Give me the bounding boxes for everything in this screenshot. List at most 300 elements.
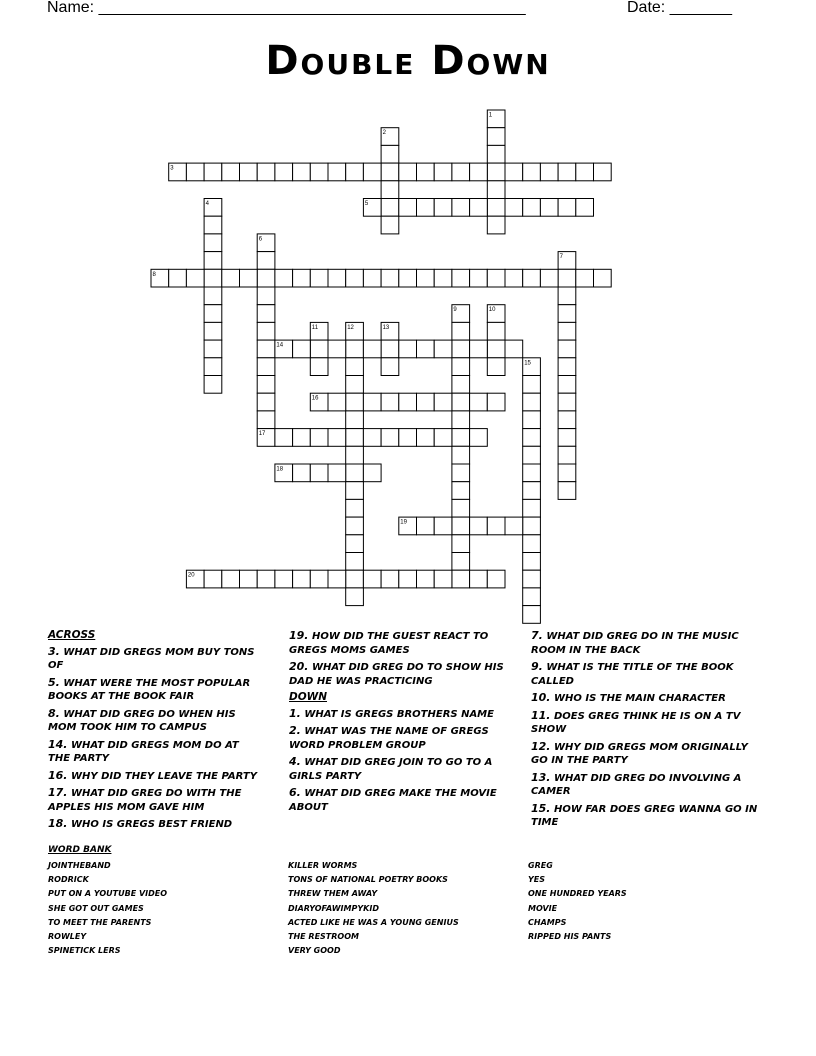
grid-cell[interactable] xyxy=(381,429,399,447)
clue-text: WHY DID THEY LEAVE THE PARTY xyxy=(67,770,257,782)
grid-cell[interactable] xyxy=(363,340,381,358)
grid-cell[interactable] xyxy=(204,322,222,340)
grid-cell[interactable] xyxy=(257,252,275,270)
grid-cell[interactable] xyxy=(417,570,435,588)
cell-number: 5 xyxy=(364,201,369,207)
name-label: Name: ________________________________________________ xyxy=(47,0,526,16)
grid-cell[interactable] xyxy=(328,163,346,181)
clue-number: 9. xyxy=(531,660,543,673)
grid-cell[interactable] xyxy=(346,429,364,447)
grid-cell[interactable] xyxy=(540,269,558,287)
grid-cell[interactable] xyxy=(470,517,488,535)
grid-cell[interactable] xyxy=(310,429,328,447)
grid-cell[interactable] xyxy=(381,570,399,588)
grid-cell[interactable] xyxy=(523,411,541,429)
grid-cell[interactable] xyxy=(452,411,470,429)
clue xyxy=(531,629,761,657)
grid-cell[interactable] xyxy=(434,163,452,181)
grid-cell[interactable] xyxy=(169,269,187,287)
grid-cell[interactable] xyxy=(363,570,381,588)
grid-cell[interactable] xyxy=(558,482,576,500)
word-bank-item: TO MEET THE PARENTS xyxy=(48,917,152,927)
word-bank-item: YES xyxy=(528,875,546,885)
cell-number: 16 xyxy=(311,395,319,402)
grid-cell[interactable] xyxy=(363,429,381,447)
grid-cell[interactable] xyxy=(328,393,346,411)
grid-cell[interactable] xyxy=(523,535,541,553)
grid-cell[interactable] xyxy=(452,199,470,217)
cell-number: 7 xyxy=(559,254,563,261)
grid-cell[interactable] xyxy=(452,446,470,464)
clue xyxy=(289,660,517,688)
grid-cell[interactable] xyxy=(487,322,505,340)
grid-cell[interactable] xyxy=(558,393,576,411)
word-bank-item: ONE HUNDRED YEARS xyxy=(528,889,627,899)
clue-number: 10. xyxy=(531,691,551,704)
grid-cell[interactable] xyxy=(363,163,381,181)
word-bank-item: THREW THEM AWAY xyxy=(288,889,378,899)
grid-cell[interactable] xyxy=(222,163,240,181)
grid-cell[interactable] xyxy=(558,446,576,464)
grid-cell[interactable] xyxy=(204,234,222,252)
grid-cell[interactable] xyxy=(275,269,293,287)
grid-cell[interactable] xyxy=(417,393,435,411)
clue xyxy=(48,769,263,784)
grid-cell[interactable] xyxy=(381,340,399,358)
word-bank-item: SPINETICK LERS xyxy=(48,946,121,956)
clue-text: WHAT WAS THE NAME OF GREGS WORD PROBLEM GROUP xyxy=(289,726,489,751)
clue xyxy=(289,707,517,722)
cell-number: 4 xyxy=(205,201,209,207)
clue xyxy=(48,786,263,814)
grid-cell[interactable] xyxy=(505,517,523,535)
grid-cell[interactable] xyxy=(434,393,452,411)
grid-cell[interactable] xyxy=(505,199,523,217)
grid-cell[interactable] xyxy=(257,163,275,181)
down-list-continued xyxy=(531,629,761,830)
grid-cell[interactable] xyxy=(328,570,346,588)
grid-cell[interactable] xyxy=(487,128,505,146)
grid-cell[interactable] xyxy=(523,376,541,394)
grid-cell[interactable] xyxy=(523,482,541,500)
word-bank-column xyxy=(288,859,518,958)
grid-cell[interactable] xyxy=(523,163,541,181)
clue-text: WHAT DID GREG DO WHEN HIS MOM TOOK HIM TO CAMPUS xyxy=(48,708,236,733)
grid-cell[interactable] xyxy=(381,269,399,287)
grid-cell[interactable] xyxy=(257,287,275,305)
clue xyxy=(48,676,263,704)
clue xyxy=(289,629,517,657)
cell-number: 8 xyxy=(152,271,156,278)
grid-cell[interactable] xyxy=(275,163,293,181)
grid-cell[interactable] xyxy=(452,393,470,411)
across-list xyxy=(48,645,263,832)
grid-cell[interactable] xyxy=(204,340,222,358)
clue-number: 13. xyxy=(531,770,551,784)
word-bank-item: SHE GOT OUT GAMES xyxy=(48,903,144,913)
cell-number: 6 xyxy=(258,236,263,243)
grid-cell[interactable] xyxy=(363,393,381,411)
clue xyxy=(289,724,517,752)
grid-cell[interactable] xyxy=(381,163,399,181)
grid-cell[interactable] xyxy=(523,499,541,517)
grid-cell[interactable] xyxy=(523,393,541,411)
across-heading: ACROSS xyxy=(48,629,96,641)
grid-cell[interactable] xyxy=(487,393,505,411)
clue-number: 5. xyxy=(48,675,60,689)
grid-cell[interactable] xyxy=(222,269,240,287)
grid-cell[interactable] xyxy=(452,269,470,287)
grid-cell[interactable] xyxy=(363,269,381,287)
grid-cell[interactable] xyxy=(523,464,541,482)
grid-cell[interactable] xyxy=(293,269,311,287)
grid-cell[interactable] xyxy=(399,429,417,447)
clue-number: 2. xyxy=(289,724,301,737)
grid-cell[interactable] xyxy=(257,393,275,411)
grid-cell[interactable] xyxy=(346,482,364,500)
grid-cell[interactable] xyxy=(363,464,381,482)
grid-cell[interactable] xyxy=(452,163,470,181)
clue-number: 4. xyxy=(289,755,301,768)
grid-cell[interactable] xyxy=(452,358,470,376)
word-bank-item: JOINTHEBAND xyxy=(48,861,111,870)
across-down-clues xyxy=(289,629,517,817)
clue-text: WHAT WERE THE MOST POPULAR BOOKS AT THE BOOK FAIR xyxy=(48,677,251,702)
grid-cell[interactable] xyxy=(540,163,558,181)
grid-cell[interactable] xyxy=(328,429,346,447)
grid-cell[interactable] xyxy=(487,269,505,287)
grid-cell[interactable] xyxy=(346,446,364,464)
grid-cell[interactable] xyxy=(257,376,275,394)
clue-text: WHAT IS GREGS BROTHERS NAME xyxy=(300,708,494,720)
cell-number: 1 xyxy=(488,112,493,119)
cell-number: 17 xyxy=(258,431,266,438)
grid-cell[interactable] xyxy=(594,269,612,287)
grid-cell[interactable] xyxy=(487,340,505,358)
grid-cell[interactable] xyxy=(257,411,275,429)
grid-cell[interactable] xyxy=(434,269,452,287)
grid-cell[interactable] xyxy=(293,570,311,588)
grid-cell[interactable] xyxy=(399,570,417,588)
grid-cell[interactable] xyxy=(346,393,364,411)
grid-cell[interactable] xyxy=(470,393,488,411)
grid-cell[interactable] xyxy=(257,269,275,287)
grid-cell[interactable] xyxy=(523,553,541,571)
grid-cell[interactable] xyxy=(417,340,435,358)
grid-cell[interactable] xyxy=(346,163,364,181)
clue xyxy=(289,755,517,783)
grid-cell[interactable] xyxy=(558,322,576,340)
word-bank-item: VERY GOOD xyxy=(288,946,341,956)
cell-number: 3 xyxy=(170,165,174,172)
word-bank-item: RIPPED HIS PANTS xyxy=(528,932,612,942)
grid-cell[interactable] xyxy=(346,340,364,358)
grid-cell[interactable] xyxy=(204,252,222,270)
grid-cell[interactable] xyxy=(346,376,364,394)
grid-cell[interactable] xyxy=(204,269,222,287)
grid-cell[interactable] xyxy=(558,358,576,376)
grid-cell[interactable] xyxy=(328,464,346,482)
grid-cell[interactable] xyxy=(452,499,470,517)
grid-cell[interactable] xyxy=(558,340,576,358)
grid-cell[interactable] xyxy=(310,358,328,376)
grid-cell[interactable] xyxy=(558,269,576,287)
grid-cell[interactable] xyxy=(470,199,488,217)
clue-text: WHAT IS THE TITLE OF THE BOOK CALLED xyxy=(531,662,734,687)
grid-cell[interactable] xyxy=(381,199,399,217)
grid-cell[interactable] xyxy=(293,464,311,482)
grid-cell[interactable] xyxy=(399,393,417,411)
clue-number: 15. xyxy=(531,801,551,815)
word-bank-heading: WORD BANK xyxy=(48,845,112,855)
word-bank-item: RODRICK xyxy=(48,875,89,885)
cell-number: 12 xyxy=(347,324,354,331)
grid-cell[interactable] xyxy=(346,570,364,588)
grid-cell[interactable] xyxy=(381,393,399,411)
grid-cell[interactable] xyxy=(505,163,523,181)
grid-cell[interactable] xyxy=(346,269,364,287)
grid-cell[interactable] xyxy=(523,269,541,287)
grid-cell[interactable] xyxy=(523,570,541,588)
grid-cell[interactable] xyxy=(381,181,399,199)
grid-cell[interactable] xyxy=(523,588,541,606)
cell-number: 14 xyxy=(276,342,284,349)
grid-cell[interactable] xyxy=(487,358,505,376)
clue-number: 14. xyxy=(48,737,68,751)
clue xyxy=(48,707,263,735)
clue-number: 6. xyxy=(289,786,301,799)
grid-cell[interactable] xyxy=(487,216,505,234)
grid-cell[interactable] xyxy=(399,199,417,217)
clue-number: 1. xyxy=(289,706,301,720)
cell-number: 19 xyxy=(400,519,407,526)
grid-cell[interactable] xyxy=(328,340,346,358)
grid-cell[interactable] xyxy=(346,358,364,376)
grid-cell[interactable] xyxy=(452,570,470,588)
word-bank-item: DIARYOFAWIMPYKID xyxy=(288,903,379,913)
across-list-continued xyxy=(289,629,517,688)
grid-cell[interactable] xyxy=(558,376,576,394)
word-bank-item: KILLER WORMS xyxy=(288,861,358,870)
clue-number: 16. xyxy=(48,768,68,782)
grid-cell[interactable] xyxy=(470,163,488,181)
grid-cell[interactable] xyxy=(346,553,364,571)
grid-cell[interactable] xyxy=(310,269,328,287)
grid-cell[interactable] xyxy=(523,606,541,624)
grid-cell[interactable] xyxy=(204,358,222,376)
clue xyxy=(531,740,761,768)
grid-cell[interactable] xyxy=(452,340,470,358)
clue-number: 7. xyxy=(531,629,543,642)
cell-number: 10 xyxy=(488,307,496,314)
clue-number: 20. xyxy=(289,660,309,673)
word-bank-column xyxy=(48,859,278,958)
clue-text: WHAT DID GREG DO TO SHOW HIS DAD HE WAS PRACTICING xyxy=(289,662,504,687)
clue-number: 11. xyxy=(531,708,551,722)
clue-text: WHAT DID GREG DO IN THE MUSIC ROOM IN THE BACK xyxy=(531,631,739,656)
grid-cell[interactable] xyxy=(417,517,435,535)
grid-cell[interactable] xyxy=(558,163,576,181)
grid-cell[interactable] xyxy=(576,199,594,217)
cell-number: 9 xyxy=(453,307,457,314)
grid-cell[interactable] xyxy=(434,429,452,447)
grid-cell[interactable] xyxy=(452,376,470,394)
grid-cell[interactable] xyxy=(240,570,258,588)
grid-cell[interactable] xyxy=(293,340,311,358)
grid-cell[interactable] xyxy=(275,429,293,447)
grid-cell[interactable] xyxy=(257,340,275,358)
grid-cell[interactable] xyxy=(558,411,576,429)
clue xyxy=(531,691,761,706)
cell-number: 11 xyxy=(311,324,319,331)
grid-cell[interactable] xyxy=(346,517,364,535)
grid-cell[interactable] xyxy=(505,269,523,287)
grid-cell[interactable] xyxy=(346,535,364,553)
grid-cell[interactable] xyxy=(523,446,541,464)
grid-cell[interactable] xyxy=(540,199,558,217)
grid-cell[interactable] xyxy=(523,199,541,217)
grid-cell[interactable] xyxy=(310,464,328,482)
clue xyxy=(289,786,517,814)
grid-cell[interactable] xyxy=(204,163,222,181)
grid-cell[interactable] xyxy=(204,305,222,323)
grid-cell[interactable] xyxy=(558,464,576,482)
grid-cell[interactable] xyxy=(487,145,505,163)
grid-cell[interactable] xyxy=(594,163,612,181)
grid-cell[interactable] xyxy=(452,553,470,571)
grid-cell[interactable] xyxy=(417,199,435,217)
grid-cell[interactable] xyxy=(558,287,576,305)
grid-cell[interactable] xyxy=(204,570,222,588)
grid-cell[interactable] xyxy=(470,570,488,588)
grid-cell[interactable] xyxy=(310,163,328,181)
grid-cell[interactable] xyxy=(434,199,452,217)
clue-text: WHAT DID GREG MAKE THE MOVIE ABOUT xyxy=(289,788,497,813)
grid-cell[interactable] xyxy=(452,482,470,500)
grid-cell[interactable] xyxy=(558,305,576,323)
grid-cell[interactable] xyxy=(470,429,488,447)
grid-cell[interactable] xyxy=(452,429,470,447)
grid-cell[interactable] xyxy=(293,429,311,447)
clue-text: WHAT DID GREGS MOM BUY TONS OF xyxy=(48,646,255,671)
grid-cell[interactable] xyxy=(240,163,258,181)
grid-cell[interactable] xyxy=(275,570,293,588)
grid-cell[interactable] xyxy=(257,305,275,323)
grid-cell[interactable] xyxy=(417,269,435,287)
puzzle-title: Double Down xyxy=(265,38,551,84)
clue xyxy=(531,771,761,799)
grid-cell[interactable] xyxy=(381,216,399,234)
grid-cell[interactable] xyxy=(399,269,417,287)
clue-text: WHY DID GREGS MOM ORIGINALLY GO IN THE PARTY xyxy=(531,741,748,766)
grid-cell[interactable] xyxy=(434,340,452,358)
grid-cell[interactable] xyxy=(452,535,470,553)
grid-cell[interactable] xyxy=(204,287,222,305)
grid-cell[interactable] xyxy=(381,358,399,376)
word-bank xyxy=(48,843,768,973)
grid-cell[interactable] xyxy=(470,340,488,358)
grid-cell[interactable] xyxy=(257,322,275,340)
clue-text: WHAT DID GREG JOIN TO GO TO A GIRLS PARTY xyxy=(289,757,493,782)
grid-cell[interactable] xyxy=(310,340,328,358)
cell-number: 18 xyxy=(276,466,284,473)
down-clues-continued xyxy=(531,629,761,833)
grid-cell[interactable] xyxy=(222,570,240,588)
clue xyxy=(531,709,761,737)
clue xyxy=(48,645,263,673)
grid-cell[interactable] xyxy=(470,269,488,287)
grid-cell[interactable] xyxy=(204,216,222,234)
down-list xyxy=(289,707,517,815)
grid-cell[interactable] xyxy=(310,570,328,588)
grid-cell[interactable] xyxy=(257,570,275,588)
grid-cell[interactable] xyxy=(558,429,576,447)
grid-cell[interactable] xyxy=(558,199,576,217)
clue-text: DOES GREG THINK HE IS ON A TV SHOW xyxy=(531,710,741,735)
grid-cell[interactable] xyxy=(293,163,311,181)
clue xyxy=(531,802,761,830)
grid-cell[interactable] xyxy=(434,517,452,535)
down-heading: DOWN xyxy=(289,691,328,703)
cell-number: 13 xyxy=(382,324,390,331)
grid-cell[interactable] xyxy=(346,588,364,606)
clue-text: HOW FAR DOES GREG WANNA GO IN TIME xyxy=(531,803,758,828)
clue-text: HOW DID THE GUEST REACT TO GREGS MOMS GAMES xyxy=(289,631,489,656)
grid-cell[interactable] xyxy=(186,269,204,287)
grid-cell[interactable] xyxy=(240,269,258,287)
grid-cell[interactable] xyxy=(434,570,452,588)
grid-cell[interactable] xyxy=(257,358,275,376)
clue-text: WHO IS GREGS BEST FRIEND xyxy=(67,819,233,830)
grid-cell[interactable] xyxy=(399,340,417,358)
word-bank-item: ACTED LIKE HE WAS A YOUNG GENIUS xyxy=(288,917,459,927)
grid-cell[interactable] xyxy=(487,570,505,588)
grid-cell[interactable] xyxy=(186,163,204,181)
grid-cell[interactable] xyxy=(487,517,505,535)
clue-number: 12. xyxy=(531,739,551,753)
grid-cell[interactable] xyxy=(346,499,364,517)
grid-cell[interactable] xyxy=(523,429,541,447)
grid-cell[interactable] xyxy=(452,464,470,482)
word-bank-item: ROWLEY xyxy=(48,932,87,942)
date-label: Date: _______ xyxy=(627,0,732,16)
grid-cell[interactable] xyxy=(381,145,399,163)
clue-text: WHAT DID GREG DO WITH THE APPLES HIS MOM GAVE HIM xyxy=(48,788,242,813)
grid-cell[interactable] xyxy=(417,429,435,447)
grid-cell[interactable] xyxy=(328,269,346,287)
clue xyxy=(48,817,263,832)
grid-cell[interactable] xyxy=(204,376,222,394)
grid-cell[interactable] xyxy=(399,163,417,181)
clue-text: WHO IS THE MAIN CHARACTER xyxy=(550,693,726,704)
word-bank-item: PUT ON A YOUTUBE VIDEO xyxy=(48,889,168,899)
grid-cell[interactable] xyxy=(452,517,470,535)
grid-cell[interactable] xyxy=(487,163,505,181)
grid-cell[interactable] xyxy=(487,199,505,217)
grid-cell[interactable] xyxy=(417,163,435,181)
grid-cell[interactable] xyxy=(487,181,505,199)
grid-cell[interactable] xyxy=(576,163,594,181)
word-bank-item: GREG xyxy=(528,861,553,870)
word-bank-item: THE RESTROOM xyxy=(288,932,359,942)
grid-cell[interactable] xyxy=(346,464,364,482)
grid-cell[interactable] xyxy=(346,411,364,429)
word-bank-item: CHAMPS xyxy=(528,917,567,927)
grid-cell[interactable] xyxy=(452,322,470,340)
grid-cell[interactable] xyxy=(505,340,523,358)
grid-cell[interactable] xyxy=(523,517,541,535)
grid-cell[interactable] xyxy=(576,269,594,287)
